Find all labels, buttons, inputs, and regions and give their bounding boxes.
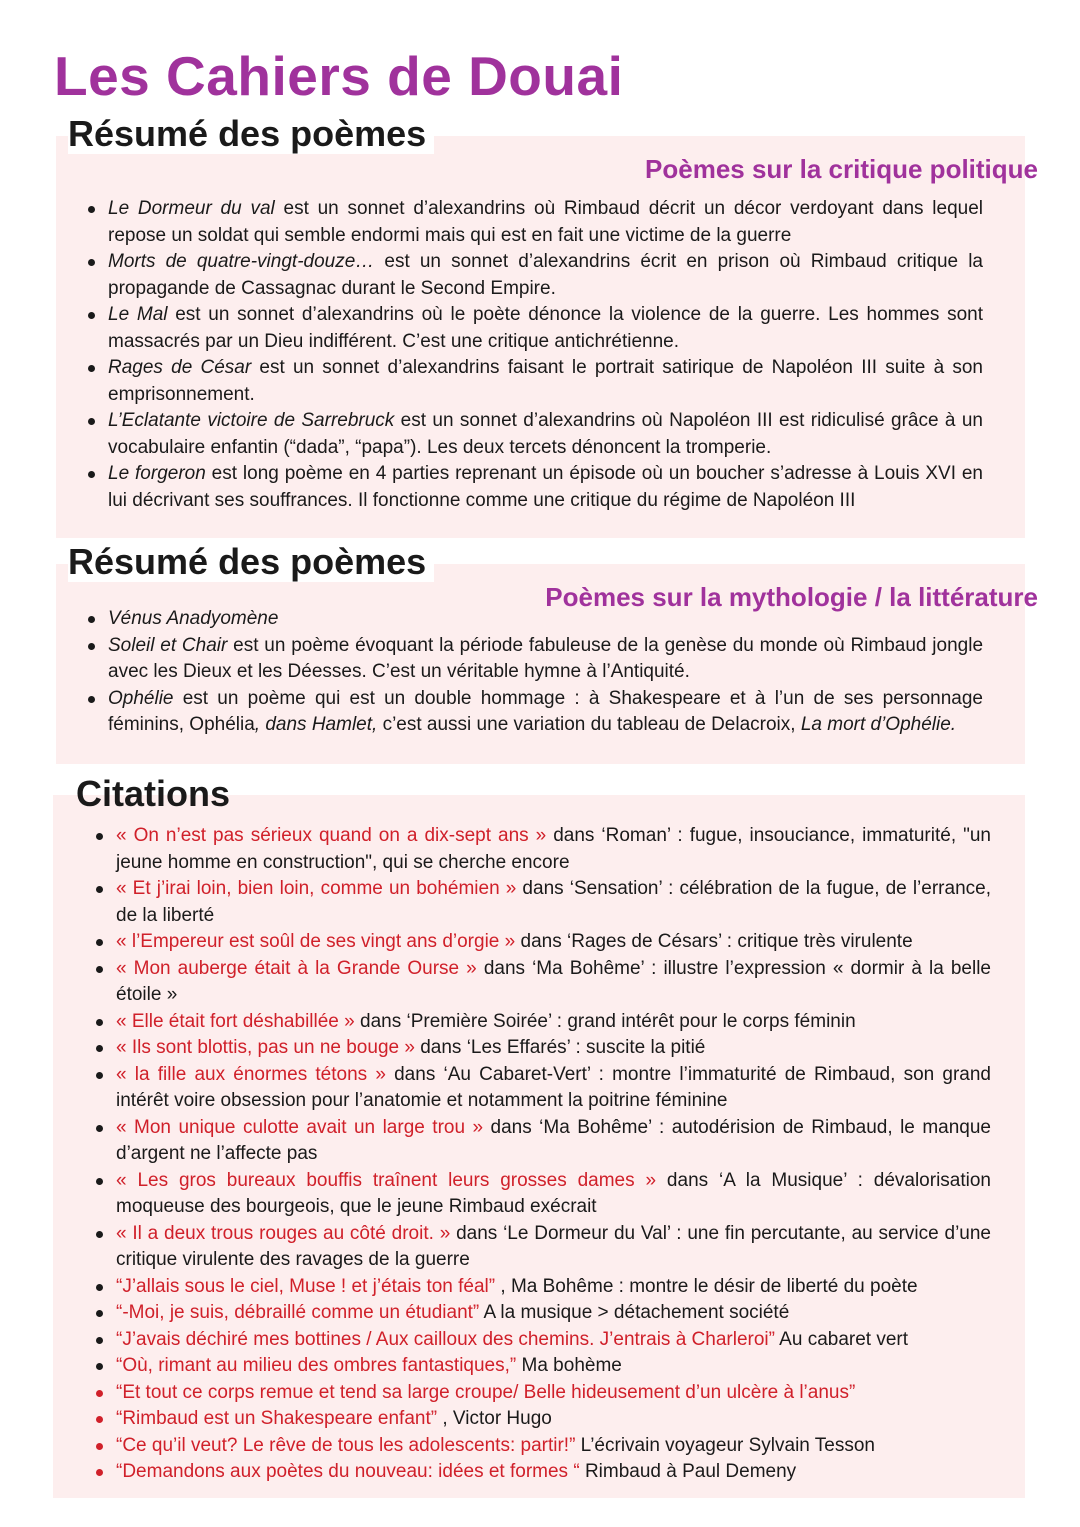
list-item — [108, 633, 983, 686]
quote-comment: dans ‘Les Effarés’ : suscite la pitié — [414, 1037, 706, 1058]
list-item — [116, 1300, 991, 1327]
list-item — [116, 1380, 991, 1407]
list-item — [116, 1221, 991, 1274]
poem-reference: , dans Hamlet, — [254, 714, 378, 735]
poem-title: Soleil et Chair — [108, 634, 228, 656]
quote-text: « Mon unique culotte avait un large trou » — [116, 1116, 484, 1138]
quote-comment: dans ‘Roman’ : fugue, insouciance, immaturité, "un jeune homme en construction", qui se cherche encore — [116, 825, 991, 873]
poem-title: Ophélie — [108, 687, 174, 709]
list-item — [116, 1433, 991, 1460]
poem-description: est long poème en 4 parties reprenant un épisode où un boucher s’adresse à Louis XVI en lui décrivant ses souffrances. Il fonctionne comme une critique du régime de Napoléon III — [108, 463, 983, 511]
poem-description: c’est aussi une variation du tableau de Delacroix, — [377, 714, 801, 735]
poem-title: Vénus Anadyomène — [108, 608, 279, 629]
poem-title: Le forgeron — [108, 463, 206, 484]
list-item — [108, 606, 983, 633]
list-item — [116, 1274, 991, 1301]
quote-text: “J’allais sous le ciel, Muse ! et j’étais ton féal” — [116, 1275, 496, 1297]
quote-comment: L’écrivain voyageur Sylvain Tesson — [575, 1434, 875, 1456]
quote-comment: A la musique > détachement société — [479, 1302, 790, 1323]
list-item — [116, 1009, 991, 1036]
poem-description: est un sonnet d’alexandrins faisant le portrait satirique de Napoléon III suite à son emprisonnement. — [108, 357, 983, 405]
quote-text: “Rimbaud est un Shakespeare enfant” — [116, 1408, 438, 1429]
quote-comment: , Victor Hugo — [437, 1408, 552, 1429]
quote-comment: Ma bohème — [516, 1355, 622, 1376]
section-subheading: Poèmes sur la mythologie / la littérature — [545, 582, 1038, 612]
quote-text: « la fille aux énormes tétons » — [116, 1063, 386, 1085]
list-item — [108, 686, 983, 739]
quote-text: “Ce qu’il veut? Le rêve de tous les adolescents: partir!” — [116, 1434, 576, 1456]
painting-title: La mort d’Ophélie. — [800, 714, 957, 735]
list-item — [116, 1406, 991, 1433]
quote-text: “Demandons aux poètes du nouveau: idées et formes “ — [116, 1461, 580, 1482]
list-item — [116, 956, 991, 1009]
list-item — [108, 408, 983, 461]
quote-text: “J’avais déchiré mes bottines / Aux cailloux des chemins. J’entrais à Charleroi” — [116, 1328, 775, 1350]
poem-description: est un sonnet d’alexandrins où le poète dénonce la violence de la guerre. Les hommes sont massacrés par un Dieu indifférent. C’est une critique antichrétienne. — [108, 304, 983, 352]
list-item — [116, 823, 991, 876]
quote-text: « Les gros bureaux bouffis traînent leurs grosses dames » — [116, 1169, 657, 1191]
poem-summary-list — [108, 606, 983, 739]
quote-comment: , Ma Bohême : montre le désir de liberté du poète — [495, 1275, 918, 1297]
quote-text: « Mon auberge était à la Grande Ourse » — [116, 957, 477, 979]
quote-comment: dans ‘A la Musique’ : dévalorisation moqueuse des bourgeois, que le jeune Rimbaud exécrait — [116, 1169, 991, 1217]
quote-text: « Elle était fort déshabillée » — [116, 1010, 355, 1032]
list-item — [108, 302, 983, 355]
list-item — [108, 249, 983, 302]
quote-comment: dans ‘Ma Bohême’ : autodérision de Rimbaud, le manque d’argent ne l’affecte pas — [116, 1116, 991, 1164]
section-subheading: Poèmes sur la critique politique — [645, 154, 1038, 184]
quote-text: « l’Empereur est soûl de ses vingt ans d’orgie » — [116, 931, 516, 952]
quote-comment: dans ‘Ma Bohême’ : illustre l’expression « dormir à la belle étoile » — [116, 957, 992, 1005]
poem-title: Le Mal — [108, 304, 168, 325]
poem-title: Rages de César — [108, 357, 252, 378]
list-item — [116, 1327, 991, 1354]
list-item — [116, 1459, 991, 1486]
quote-text: « Ils sont blottis, pas un ne bouge » — [116, 1037, 415, 1058]
quote-comment: dans ‘Rages de Césars’ : critique très virulente — [515, 931, 913, 952]
quote-comment: dans ‘Sensation’ : célébration de la fugue, de l’errance, de la liberté — [116, 878, 991, 926]
poem-description: est un sonnet d’alexandrins où Napoléon III est ridiculisé grâce à un vocabulaire enfantin (“dada”, “papa”). Les deux tercets dénoncent la tromperie. — [108, 410, 983, 458]
list-item — [116, 929, 991, 956]
list-item — [116, 1035, 991, 1062]
quote-text: “Et tout ce corps remue et tend sa large croupe/ Belle hideusement d’un ulcère à l’anus” — [116, 1381, 856, 1403]
poem-description: est un poème qui est un double hommage : à Shakespeare et à l’un de ses personnage féminins, Ophélia — [108, 687, 983, 735]
quotes-list — [116, 823, 991, 1486]
poem-summary-list — [108, 196, 983, 514]
poem-description: est un sonnet d’alexandrins écrit en prison où Rimbaud critique la propagande de Cassagnac durant le Second Empire. — [108, 251, 983, 299]
poem-description: est un sonnet d’alexandrins où Rimbaud décrit un décor verdoyant dans lequel repose un soldat qui semble endormi mais qui est en fait une victime de la guerre — [108, 198, 984, 246]
list-item — [108, 196, 983, 249]
quote-text: « Et j’irai loin, bien loin, comme un bohémien » — [116, 878, 517, 899]
quote-text: « On n’est pas sérieux quand on a dix-sept ans » — [116, 825, 547, 846]
list-item — [116, 1115, 991, 1168]
poem-title: Morts de quatre-vingt-douze… — [108, 251, 375, 272]
list-item — [108, 355, 983, 408]
quote-comment: dans ‘Première Soirée’ : grand intérêt pour le corps féminin — [354, 1010, 856, 1032]
section-heading: Citations — [76, 773, 231, 814]
poem-title: Le Dormeur du val — [108, 198, 275, 219]
list-item — [108, 461, 983, 514]
quote-comment: Rimbaud à Paul Demeny — [579, 1461, 797, 1482]
quote-text: “-Moi, je suis, débraillé comme un étudiant” — [116, 1302, 480, 1323]
list-item — [116, 1168, 991, 1221]
section-heading: Résumé des poèmes — [68, 113, 434, 154]
page-title: Les Cahiers de Douai — [54, 45, 624, 107]
poem-title: L’Eclatante victoire de Sarrebruck — [108, 410, 395, 431]
section-heading: Résumé des poèmes — [68, 541, 434, 582]
list-item — [116, 1062, 991, 1115]
list-item — [116, 876, 991, 929]
poem-description: est un poème évoquant la période fabuleuse de la genèse du monde où Rimbaud jongle avec les Dieux et les Déesses. C’est un véritable hymne à l’Antiquité. — [108, 634, 984, 682]
quote-comment: Au cabaret vert — [774, 1328, 909, 1350]
quote-comment: dans ‘Au Cabaret-Vert’ : montre l’immaturité de Rimbaud, son grand intérêt voire obsession pour l’anatomie et notamment la poitrine féminine — [116, 1063, 991, 1111]
quote-text: « Il a deux trous rouges au côté droit. » — [116, 1222, 451, 1244]
list-item — [116, 1353, 991, 1380]
quote-text: “Où, rimant au milieu des ombres fantastiques,” — [116, 1355, 517, 1376]
quote-comment: dans ‘Le Dormeur du Val’ : une fin percutante, au service d’une critique virulente des ravages de la guerre — [116, 1222, 991, 1270]
